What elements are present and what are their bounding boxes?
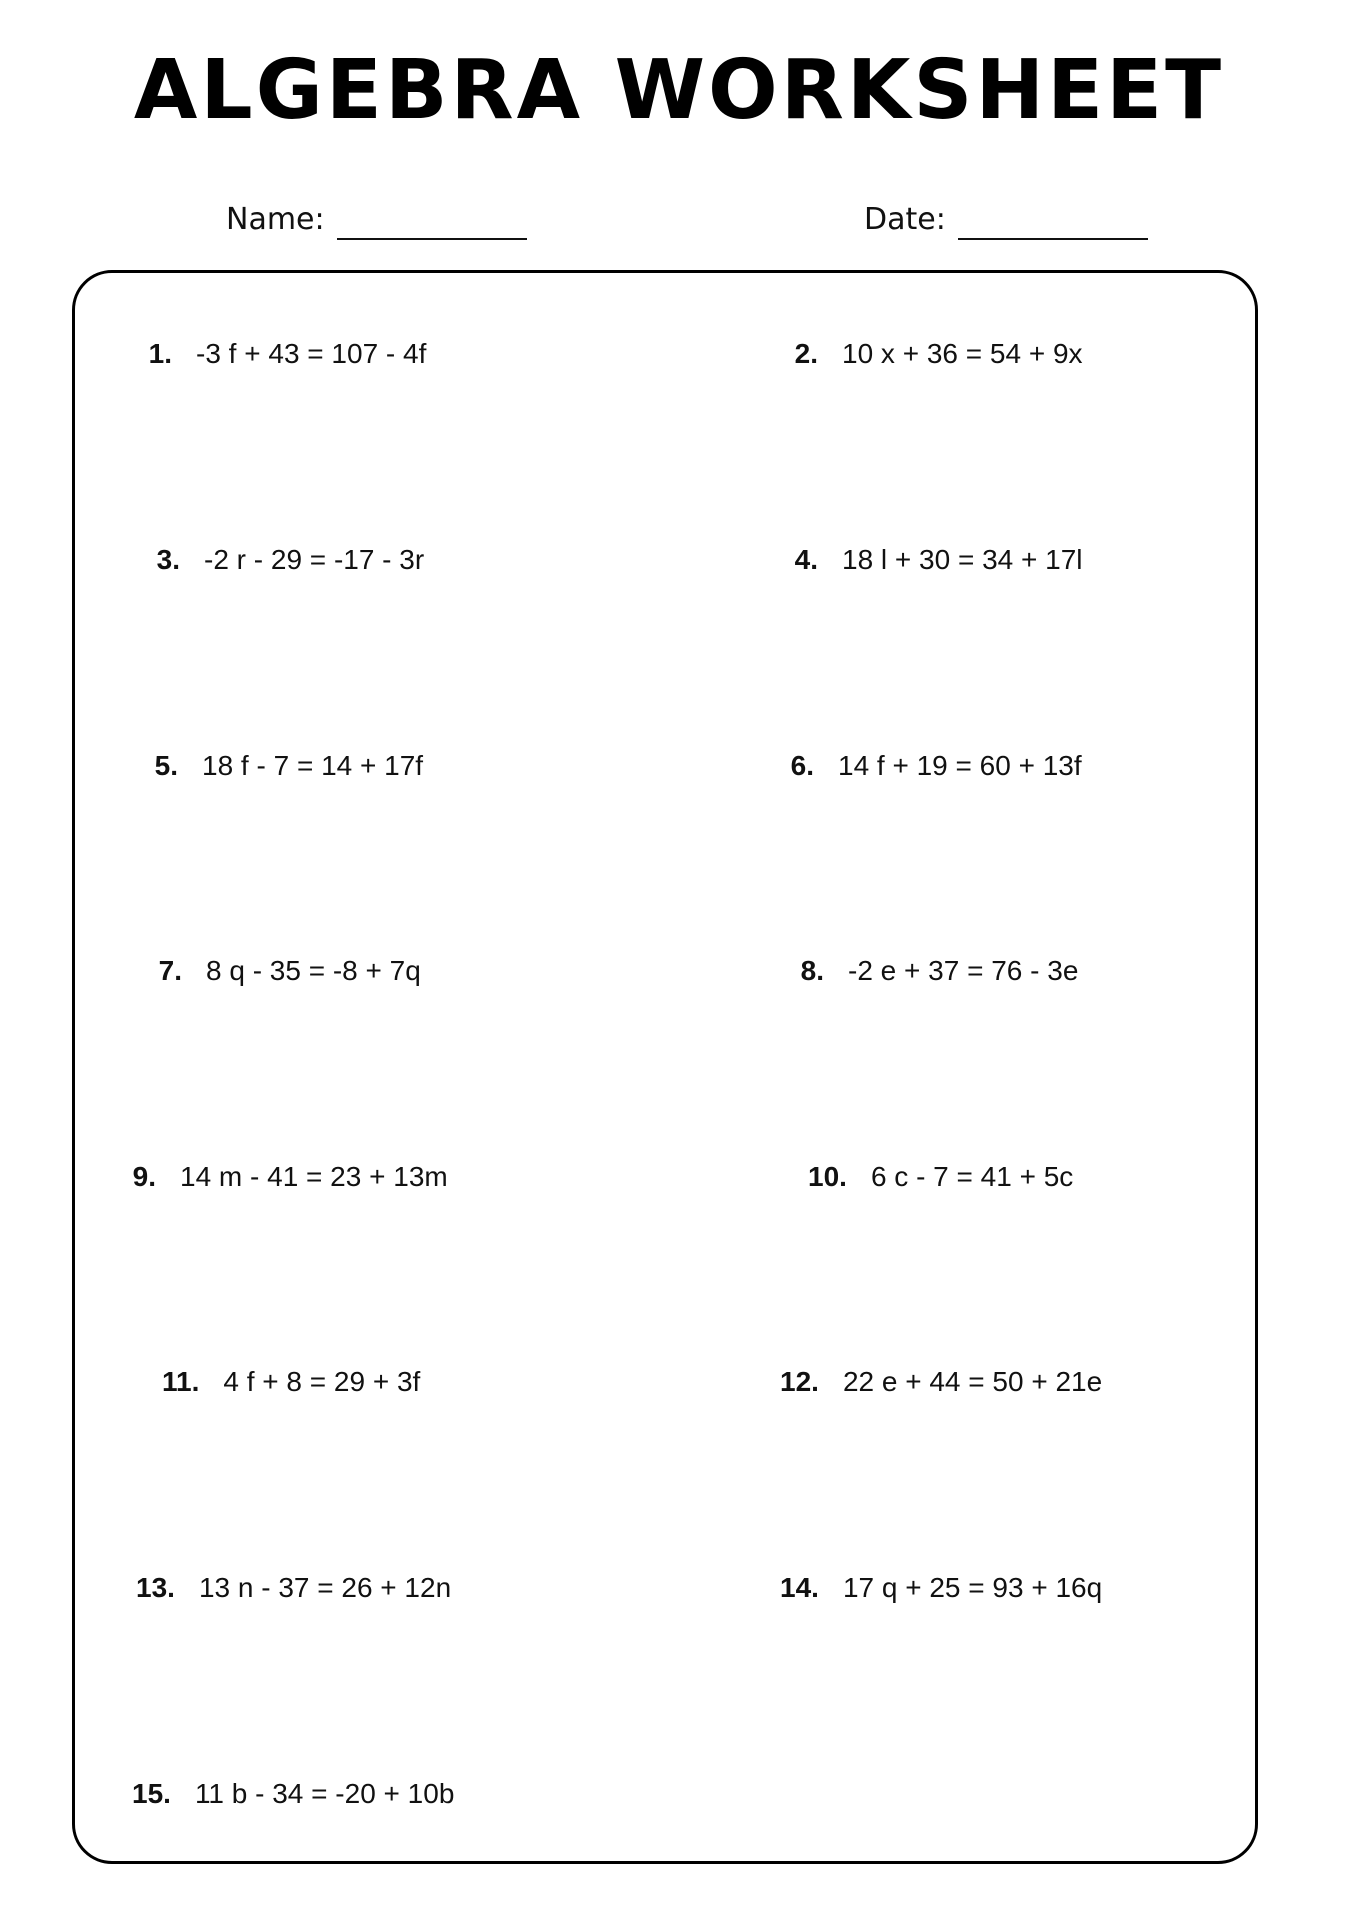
problem-1 xyxy=(142,336,426,372)
problem-3 xyxy=(150,542,424,578)
problem-4 xyxy=(788,542,1083,578)
date-blank-line[interactable] xyxy=(958,206,1148,240)
problem-equation: 4 f + 8 = 29 + 3f xyxy=(223,1366,421,1397)
problem-equation: 17 q + 25 = 93 + 16q xyxy=(842,1572,1103,1603)
name-blank-line[interactable] xyxy=(337,206,527,240)
problem-equation: 6 c - 7 = 41 + 5c xyxy=(870,1161,1074,1192)
problem-5 xyxy=(148,748,423,784)
problem-equation: 14 f + 19 = 60 + 13f xyxy=(838,750,1082,781)
problem-10 xyxy=(808,1159,1073,1195)
problem-number: 4. xyxy=(794,544,818,575)
worksheet-title: ALGEBRA WORKSHEET xyxy=(133,43,1225,138)
problems-box xyxy=(72,270,1258,1864)
problem-equation: 13 n - 37 = 26 + 12n xyxy=(198,1572,452,1603)
problem-number: 3. xyxy=(156,544,180,575)
problem-13 xyxy=(136,1570,451,1606)
problem-number: 10. xyxy=(808,1161,847,1192)
problem-2 xyxy=(788,336,1083,372)
problem-9 xyxy=(126,1159,448,1195)
problem-number: 9. xyxy=(132,1161,156,1192)
problem-15 xyxy=(132,1776,454,1812)
problem-equation: 8 q - 35 = -8 + 7q xyxy=(206,955,421,986)
problem-12 xyxy=(780,1364,1102,1400)
problem-equation: -2 r - 29 = -17 - 3r xyxy=(204,544,425,575)
problem-equation: -2 e + 37 = 76 - 3e xyxy=(848,955,1079,986)
problem-number: 14. xyxy=(780,1572,819,1603)
problem-equation: 22 e + 44 = 50 + 21e xyxy=(842,1366,1103,1397)
problem-equation: 18 f - 7 = 14 + 17f xyxy=(202,750,424,781)
problem-number: 7. xyxy=(158,955,182,986)
problem-equation: 11 b - 34 = -20 + 10b xyxy=(194,1778,455,1809)
problem-number: 1. xyxy=(148,338,172,369)
problem-number: 11. xyxy=(162,1366,200,1397)
problem-7 xyxy=(152,953,421,989)
problem-number: 15. xyxy=(132,1778,171,1809)
problem-number: 5. xyxy=(154,750,178,781)
problem-number: 2. xyxy=(794,338,818,369)
problem-11 xyxy=(162,1364,420,1400)
date-label: Date: xyxy=(864,202,946,237)
problem-equation: 14 m - 41 = 23 + 13m xyxy=(180,1161,448,1192)
problem-14 xyxy=(780,1570,1102,1606)
problem-8 xyxy=(794,953,1078,989)
date-field xyxy=(864,200,1148,240)
problem-number: 12. xyxy=(780,1366,819,1397)
problem-number: 6. xyxy=(790,750,814,781)
problem-number: 13. xyxy=(136,1572,175,1603)
name-label: Name: xyxy=(226,202,325,237)
problem-equation: 10 x + 36 = 54 + 9x xyxy=(842,338,1083,369)
problem-equation: -3 f + 43 = 107 - 4f xyxy=(196,338,427,369)
name-field xyxy=(226,200,527,240)
problem-number: 8. xyxy=(800,955,824,986)
problem-6 xyxy=(784,748,1082,784)
problem-equation: 18 l + 30 = 34 + 17l xyxy=(842,544,1083,575)
